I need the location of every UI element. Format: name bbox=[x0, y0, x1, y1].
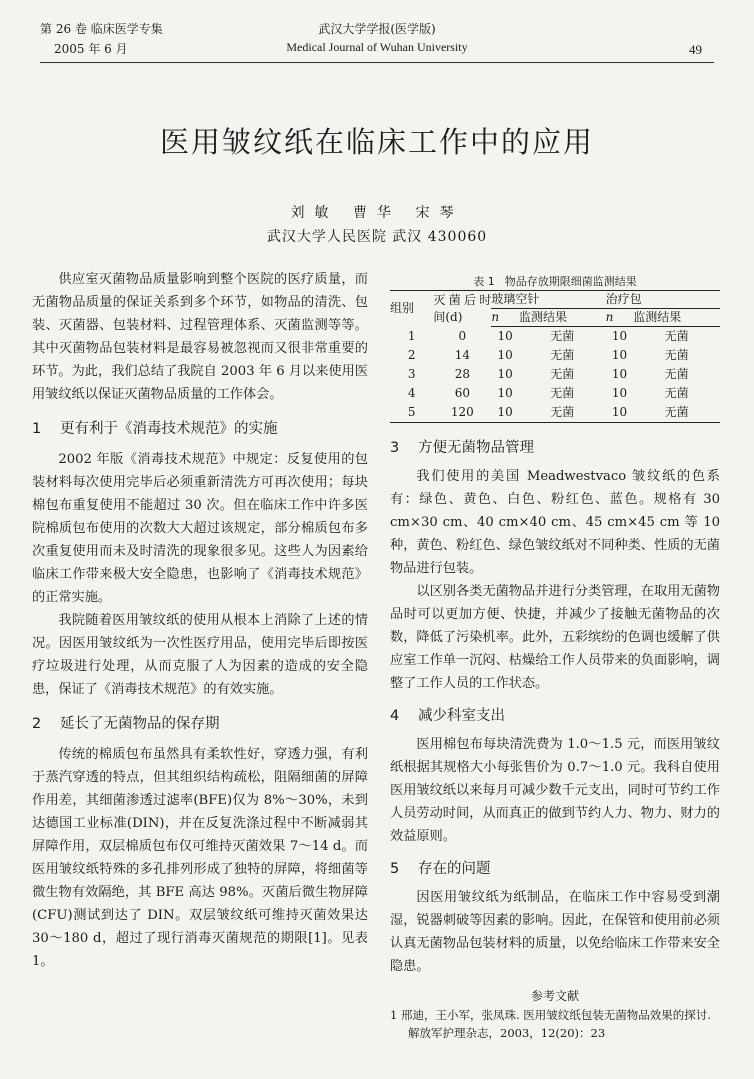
table-title: 物品存放期限细菌监测结果 bbox=[504, 275, 637, 288]
table-cell: 120 bbox=[433, 403, 491, 423]
table-row bbox=[390, 384, 720, 403]
left-column bbox=[32, 268, 368, 973]
table-cell: 10 bbox=[606, 403, 634, 423]
section-heading bbox=[390, 858, 720, 880]
section-number: 5 bbox=[390, 861, 400, 877]
table-cell: 无菌 bbox=[519, 403, 606, 423]
section-title: 延长了无菌物品的保存期 bbox=[60, 716, 220, 732]
table-header-group: 组别 bbox=[390, 291, 433, 327]
body-paragraph: 传统的棉质包布虽然具有柔软性好，穿透力强，有利于蒸汽穿透的特点，但其组织结构疏松，阻隔细菌的屏障作用差，其细菌渗透过滤率(BFE)仅为 8%～30%，未到达德国工业标准(DIN)，并在反复洗涤过程中不断减弱其屏障作用，双层棉质包布仅可维持灭菌效果 7～14 d。而医用皱纹纸特殊的多孔排列形成了独特的屏障，将细菌等微生物有效隔绝，其 BFE 高达 98%。灭菌后微生物屏障(CFU)测试到达了 DIN。双层皱纹纸可维持灭菌效果达 30～180 d，超过了现行消毒灭菌规范的期限[1]。见表 1。 bbox=[32, 747, 368, 969]
section-number: 2 bbox=[32, 716, 42, 732]
table-header-n: n bbox=[491, 309, 519, 327]
section-title: 存在的问题 bbox=[418, 861, 491, 877]
table-cell: 无菌 bbox=[664, 348, 689, 362]
table-cell: 14 bbox=[454, 348, 470, 362]
table-row bbox=[390, 346, 720, 365]
article-affiliation: 武汉大学人民医院 武汉 430060 bbox=[266, 229, 488, 245]
table-cell: 4 bbox=[407, 386, 416, 400]
section-title: 减少科室支出 bbox=[418, 708, 505, 724]
table-cell: 无菌 bbox=[550, 386, 575, 400]
table-header-syringe: 玻璃空针 bbox=[491, 291, 605, 309]
table-header-result: 监测结果 bbox=[633, 309, 720, 327]
body-paragraph: 2002 年版《消毒技术规范》中规定：反复使用的包装材料每次使用完毕后必须重新清洗方可再次使用；每块棉包布重复使用不能超过 30 次。但在临床工作中许多医院棉质包布使用的次数大大超过该规定，部分棉质包布多次重复使用而未及时清洗的现象很多见。这些人为因素给临床工作带来极大安全隐患，也影响了《消毒技术规范》的正常实施。 bbox=[32, 452, 368, 605]
section-heading bbox=[390, 437, 720, 459]
table-caption bbox=[390, 274, 720, 290]
table-row bbox=[390, 365, 720, 384]
table-cell: 无菌 bbox=[664, 386, 689, 400]
references-heading: 参考文献 bbox=[530, 989, 579, 1003]
table-cell: 10 bbox=[497, 367, 513, 381]
table-cell: 无菌 bbox=[550, 348, 575, 362]
table-cell: 无菌 bbox=[664, 367, 689, 381]
table-cell: 5 bbox=[390, 403, 433, 423]
table-cell: 2 bbox=[407, 348, 416, 362]
section-title: 方便无菌物品管理 bbox=[418, 440, 534, 456]
table-cell: 无菌 bbox=[633, 403, 720, 423]
table-header-n: n bbox=[606, 309, 634, 327]
header-volume: 第 26 卷 临床医学专集 bbox=[40, 22, 163, 36]
table-cell: 1 bbox=[407, 328, 416, 343]
body-paragraph: 我们使用的美国 Meadwestvaco 皱纹纸的色系有：绿色、黄色、白色、粉红色、蓝色。规格有 30 cm×30 cm、40 cm×40 cm、45 cm×45 cm 等 10 种，黄色、粉红色、绿色皱纹纸对不同种类、性质的无菌物品进行包装。 bbox=[390, 469, 720, 576]
section-heading bbox=[32, 418, 368, 440]
table-header-result: 监测结果 bbox=[519, 309, 606, 327]
table-header-pack: 治疗包 bbox=[606, 291, 720, 309]
body-paragraph: 以区别各类无菌物品并进行分类管理，在取用无菌物品时可以更加方便、快捷，并减少了接触无菌物品的次数，降低了污染机率。此外，五彩缤纷的色调也缓解了供应室工作单一沉闷、枯燥给工作人员带来的负面影响，调整了工作人员的工作状态。 bbox=[390, 584, 720, 691]
table-row bbox=[390, 327, 720, 347]
table-cell: 无菌 bbox=[664, 329, 689, 343]
table-cell: 10 bbox=[497, 348, 513, 362]
section-title: 更有利于《消毒技术规范》的实施 bbox=[60, 421, 278, 437]
body-paragraph: 因医用皱纹纸为纸制品，在临床工作中容易受到潮湿，锐器刺破等因素的影响。因此，在保管和使用前必须认真无菌物品包装材料的质量，以免给临床工作带来安全隐患。 bbox=[390, 890, 720, 974]
header-date: 2005 年 6 月 bbox=[54, 42, 128, 56]
table-header-days: 灭菌后时间(d) bbox=[433, 291, 491, 327]
header-journal-cn: 武汉大学学报(医学版) bbox=[318, 22, 436, 36]
table-cell: 10 bbox=[497, 329, 513, 343]
body-paragraph: 医用棉包布每块清洗费为 1.0～1.5 元，而医用皱纹纸根据其规格大小每张售价为 0.7～1.0 元。我科自使用医用皱纹纸以来每月可减少数千元支出，同时可节约工作人员劳动时间，从而真正的做到节约人力、物力、财力的效益原则。 bbox=[390, 737, 720, 844]
table-label: 表 1 bbox=[473, 275, 495, 288]
body-paragraph: 我院随着医用皱纹纸的使用从根本上消除了上述的情况。因医用皱纹纸为一次性医疗用品，使用完毕后即按医疗垃圾进行处理，从而克服了人为因素的造成的安全隐患，保证了《消毒技术规范》的有效实施。 bbox=[32, 613, 368, 697]
results-table bbox=[390, 290, 720, 423]
table-row bbox=[390, 403, 720, 423]
section-number: 1 bbox=[32, 421, 42, 437]
table-cell: 3 bbox=[407, 367, 416, 381]
article-authors: 刘敏 曹华 宋琴 bbox=[290, 205, 464, 221]
table-cell: 10 bbox=[611, 367, 628, 381]
table-cell: 28 bbox=[454, 367, 470, 381]
page-number: 49 bbox=[689, 42, 702, 57]
article-title: 医用皱纹纸在临床工作中的应用 bbox=[159, 125, 594, 159]
table-cell: 0 bbox=[458, 328, 467, 343]
table-cell: 10 bbox=[611, 348, 628, 362]
section-number: 3 bbox=[390, 440, 400, 456]
header-journal-en: Medical Journal of Wuhan University bbox=[286, 40, 468, 54]
table-cell: 60 bbox=[454, 386, 470, 400]
table-cell: 10 bbox=[611, 329, 628, 343]
reference-item: 1 邢迪，王小军，张凤珠. 医用皱纹纸包装无菌物品效果的探讨. 解放军护理杂志，2003，12(20)：23 bbox=[390, 1008, 711, 1040]
table-cell: 无菌 bbox=[550, 329, 575, 343]
section-number: 4 bbox=[390, 708, 400, 724]
intro-paragraph: 供应室灭菌物品质量影响到整个医院的医疗质量，而无菌物品质量的保证关系到多个环节，如物品的清洗、包装、灭菌器、包装材料、过程管理体系、灭菌监测等等。其中灭菌物品包装材料是最容易被忽视而又很非常重要的环节。为此，我们总结了我院自 2003 年 6 月以来使用医用皱纹纸以保证灭菌物品质量的工作体会。 bbox=[32, 272, 368, 402]
section-heading bbox=[32, 713, 368, 735]
running-header bbox=[40, 16, 714, 63]
section-heading bbox=[390, 705, 720, 727]
table-cell: 10 bbox=[497, 386, 513, 400]
table-cell: 10 bbox=[611, 386, 628, 400]
table-cell: 无菌 bbox=[550, 367, 575, 381]
right-column bbox=[390, 274, 720, 1042]
table-cell: 10 bbox=[491, 403, 519, 423]
